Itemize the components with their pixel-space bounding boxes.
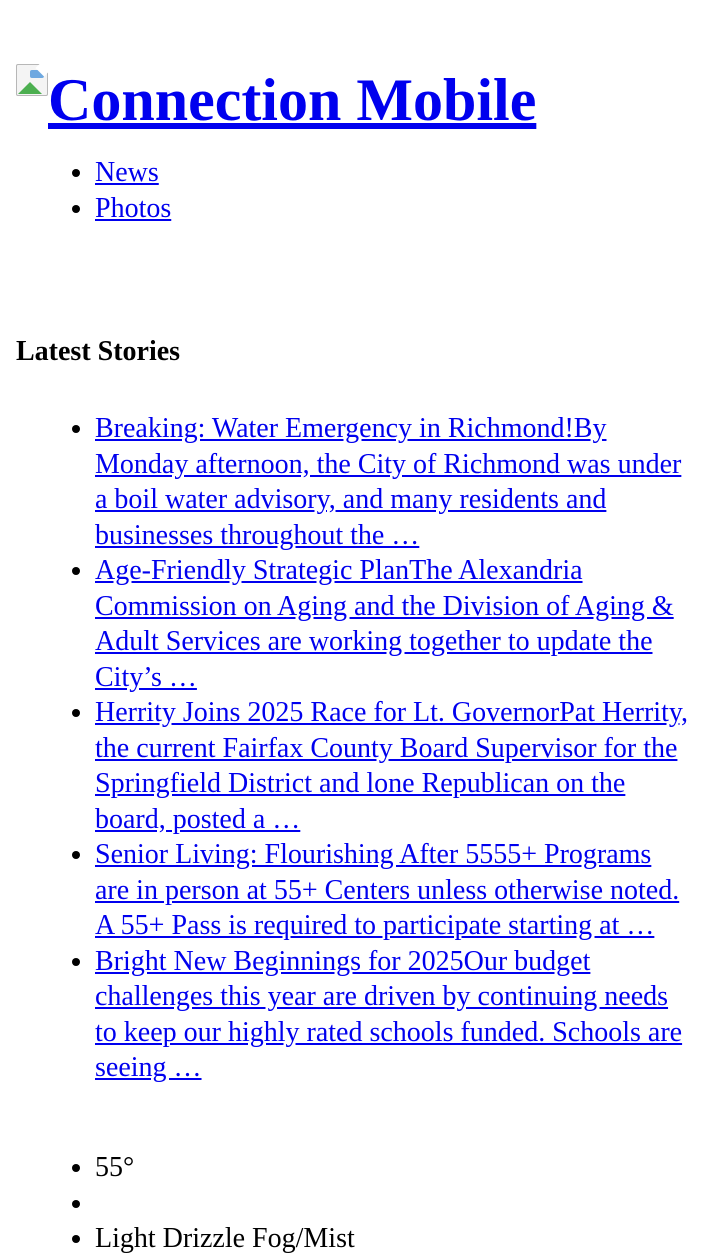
story-item (95, 695, 691, 837)
story-item (95, 411, 691, 553)
nav-item-news (95, 155, 685, 191)
story-item (95, 553, 691, 695)
broken-image-icon (16, 64, 48, 96)
latest-stories-heading: Latest Stories (16, 336, 181, 367)
site-title-link[interactable] (16, 62, 536, 138)
nav-link-photos[interactable]: Photos (95, 192, 172, 224)
main-nav (95, 155, 685, 226)
story-item (95, 944, 691, 1086)
story-link[interactable]: Herrity Joins 2025 Race for Lt. GovernorPat Herrity, the current Fairfax County Board Supervisor for the Springfield District and lone Republican on the board, posted a … (95, 697, 689, 835)
weather-temperature: • 55° (95, 1150, 691, 1186)
nav-item-photos (95, 191, 685, 227)
weather-condition: • Light Drizzle Fog/Mist (95, 1221, 691, 1257)
story-link[interactable]: Bright New Beginnings for 2025Our budget challenges this year are driven by continuing needs to keep our highly rated schools funded. Schools are seeing … (95, 945, 683, 1083)
latest-stories-list (95, 411, 691, 1086)
nav-link-news[interactable]: News (95, 157, 159, 188)
site-title-text: Connection Mobile (48, 67, 537, 133)
story-link[interactable]: Age-Friendly Strategic PlanThe Alexandria Commission on Aging and the Division of Aging & Adult Services are working together to update the City’s … (95, 555, 674, 693)
story-link[interactable]: Breaking: Water Emergency in Richmond!By Monday afternoon, the City of Richmond was under a boil water advisory, and many residents and businesses throughout the … (95, 413, 682, 551)
story-link[interactable]: Senior Living: Flourishing After 5555+ Programs are in person at 55+ Centers unless otherwise noted. A 55+ Pass is required to participate starting at … (95, 839, 680, 941)
story-item (95, 837, 691, 944)
site-title (16, 38, 536, 138)
weather-list (95, 1150, 691, 1257)
weather-icon (95, 1186, 691, 1222)
